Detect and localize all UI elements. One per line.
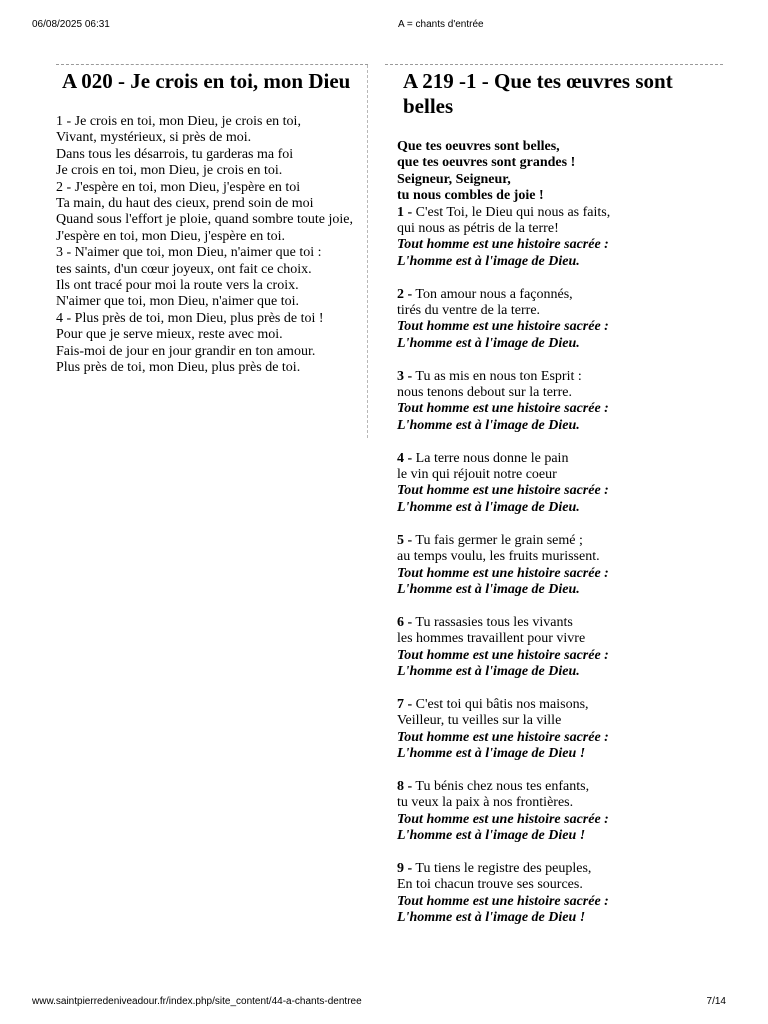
song-a020-lyrics [56, 114, 368, 377]
verse-number: 7 - [397, 696, 413, 712]
refrain-line: Seigneur, Seigneur, [397, 171, 511, 187]
verse-text: Tu as mis en nous ton Esprit : [412, 368, 582, 384]
lyric-line: 1 - Je crois en toi, mon Dieu, je crois en toi, [56, 114, 301, 129]
refrain-line: que tes oeuvres sont grandes ! [397, 155, 576, 171]
verse-line: En toi chacun trouve ses sources. [397, 877, 583, 893]
verse-6 [397, 615, 723, 681]
verse-number: 2 - [397, 286, 413, 302]
verse-line: tirés du ventre de la terre. [397, 303, 541, 319]
lyric-line: Dans tous les désarrois, tu garderas ma foi [56, 146, 294, 162]
verse-number: 8 - [397, 778, 413, 794]
verse-4 [397, 451, 723, 517]
refrain [397, 139, 723, 205]
verse-number: 1 - [397, 204, 413, 220]
lyric-line: Fais-moi de jour en jour grandir en ton amour. [56, 343, 316, 359]
verse-3 [397, 369, 723, 435]
response-line: Tout homme est une histoire sacrée : [397, 319, 609, 335]
verse-line [397, 533, 723, 549]
verse-number: 9 - [397, 860, 413, 876]
print-page-title: A = chants d'entrée [398, 19, 484, 30]
response-line: L'homme est à l'image de Dieu. [397, 581, 580, 597]
response-line: L'homme est à l'image de Dieu. [397, 499, 580, 515]
verse-number: 4 - [397, 450, 413, 466]
verse-text: Tu rassasies tous les vivants [412, 614, 573, 630]
lyric-line: Quand sous l'effort je ploie, quand sombre toute joie, [56, 212, 353, 228]
response-line: L'homme est à l'image de Dieu. [397, 417, 580, 433]
response-line: Tout homme est une histoire sacrée : [397, 237, 609, 253]
response-line: L'homme est à l'image de Dieu ! [397, 745, 586, 761]
verse-line: tu veux la paix à nos frontières. [397, 795, 574, 811]
lyric-line: Ils ont tracé pour moi la route vers la croix. [56, 278, 299, 294]
right-column [385, 64, 723, 926]
response-line: L'homme est à l'image de Dieu. [397, 335, 580, 351]
response-line: L'homme est à l'image de Dieu ! [397, 827, 586, 843]
left-column [56, 64, 368, 432]
verse-line: qui nous as pétris de la terre! [397, 221, 559, 237]
lyric-line: tes saints, d'un cœur joyeux, ont fait ce choix. [56, 261, 312, 277]
verse-line [397, 697, 723, 713]
verse-line [397, 615, 723, 631]
verse-2 [397, 287, 723, 353]
song-title-a020: A 020 - Je crois en toi, mon Dieu [62, 69, 351, 93]
lyric-line: N'aimer que toi, mon Dieu, n'aimer que toi. [56, 294, 299, 310]
refrain-line: tu nous combles de joie ! [397, 188, 544, 204]
response-line: Tout homme est une histoire sacrée : [397, 401, 609, 417]
lyric-line: Vivant, mystérieux, si près de moi. [56, 130, 252, 146]
lyric-line: Plus près de toi, mon Dieu, plus près de toi. [56, 360, 301, 376]
verse-text: Ton amour nous a façonnés, [412, 286, 573, 302]
verse-text: C'est toi qui bâtis nos maisons, [412, 696, 589, 712]
response-line: L'homme est à l'image de Dieu. [397, 663, 580, 679]
print-footer [32, 996, 736, 1010]
response-line: Tout homme est une histoire sacrée : [397, 483, 609, 499]
verse-line: nous tenons debout sur la terre. [397, 385, 572, 401]
verse-number: 5 - [397, 532, 413, 548]
verse-text: La terre nous donne le pain [412, 450, 569, 466]
refrain-line: Que tes oeuvres sont belles, [397, 139, 560, 154]
lyric-line: J'espère en toi, mon Dieu, j'espère en toi. [56, 228, 285, 244]
song-title-a219: A 219 -1 - Que tes œuvres sont belles [403, 69, 673, 118]
verse-7 [397, 697, 723, 763]
print-header [32, 19, 736, 33]
verse-line [397, 779, 723, 795]
page-number: 7/14 [706, 996, 726, 1007]
verse-9 [397, 861, 723, 927]
response-line: L'homme est à l'image de Dieu. [397, 253, 580, 269]
response-line: Tout homme est une histoire sacrée : [397, 647, 609, 663]
verse-text: Tu bénis chez nous tes enfants, [412, 778, 590, 794]
response-line: Tout homme est une histoire sacrée : [397, 729, 609, 745]
response-line: Tout homme est une histoire sacrée : [397, 893, 609, 909]
verse-line [397, 205, 723, 221]
verse-number: 6 - [397, 614, 413, 630]
verse-line: Veilleur, tu veilles sur la ville [397, 713, 562, 729]
response-line: L'homme est à l'image de Dieu ! [397, 909, 586, 925]
verse-line [397, 861, 723, 877]
response-line: Tout homme est une histoire sacrée : [397, 565, 609, 581]
song-a219-lyrics [385, 139, 723, 926]
print-date: 06/08/2025 06:31 [32, 19, 110, 30]
verse-8 [397, 779, 723, 845]
page-url: www.saintpierredeniveadour.fr/index.php/site_content/44-a-chants-dentree [32, 996, 362, 1007]
verse-line: les hommes travaillent pour vivre [397, 631, 586, 647]
verse-line [397, 369, 723, 385]
response-line: Tout homme est une histoire sacrée : [397, 811, 609, 827]
verse-line [397, 451, 723, 467]
lyric-line: Pour que je serve mieux, reste avec moi. [56, 327, 283, 343]
lyric-line: Je crois en toi, mon Dieu, je crois en toi. [56, 163, 283, 179]
verse-number: 3 - [397, 368, 413, 384]
lyric-line: 3 - N'aimer que toi, mon Dieu, n'aimer que toi : [56, 245, 322, 261]
verse-text: Tu fais germer le grain semé ; [412, 532, 583, 548]
lyric-line: 4 - Plus près de toi, mon Dieu, plus près de toi ! [56, 310, 324, 326]
verse-text: C'est Toi, le Dieu qui nous as faits, [412, 204, 611, 220]
verse-line: le vin qui réjouit notre coeur [397, 467, 557, 483]
lyric-line: 2 - J'espère en toi, mon Dieu, j'espère en toi [56, 179, 301, 195]
verse-5 [397, 533, 723, 599]
verse-1 [397, 205, 723, 271]
verse-line: au temps voulu, les fruits murissent. [397, 549, 600, 565]
verse-text: Tu tiens le registre des peuples, [412, 860, 592, 876]
verse-line [397, 287, 723, 303]
lyric-line: Ta main, du haut des cieux, prend soin de moi [56, 196, 314, 212]
